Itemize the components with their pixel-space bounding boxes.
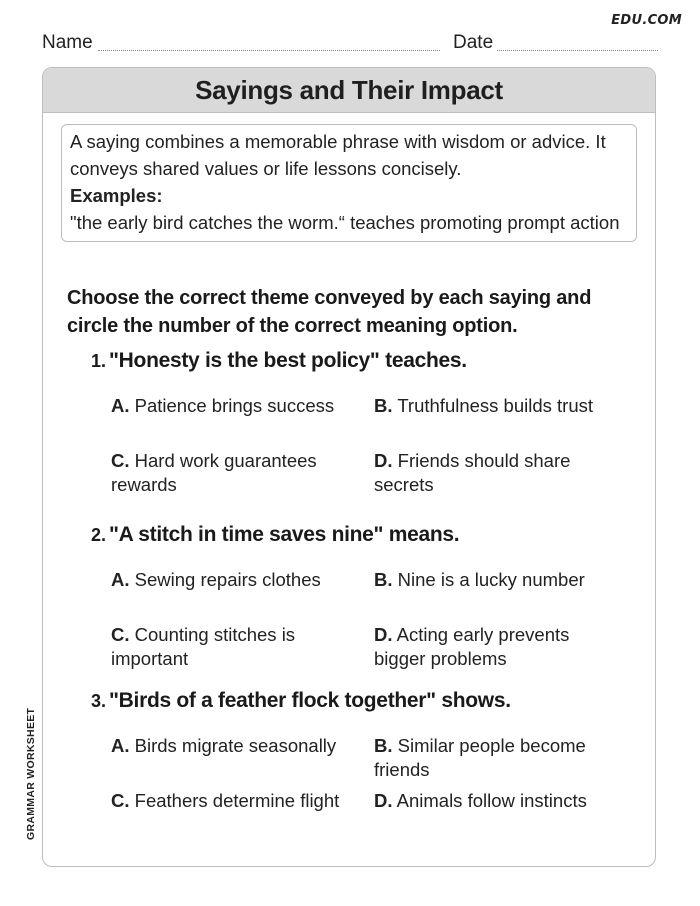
brand-logo: EDU.COM	[611, 13, 682, 28]
option-letter: A.	[111, 735, 130, 756]
examples-heading: Examples:	[70, 185, 163, 206]
date-label: Date	[453, 32, 494, 53]
option-b[interactable]	[374, 734, 614, 782]
option-letter: D.	[374, 450, 393, 471]
option-letter: D.	[374, 624, 393, 645]
question-number: 1.	[91, 351, 107, 371]
option-text: Sewing repairs clothes	[134, 569, 321, 590]
option-letter: A.	[111, 569, 130, 590]
question-text: "Honesty is the best policy" teaches.	[109, 349, 467, 372]
option-d[interactable]	[374, 449, 614, 497]
name-label: Name	[42, 32, 93, 53]
option-letter: B.	[374, 735, 393, 756]
option-letter: C.	[111, 450, 130, 471]
option-text: Nine is a lucky number	[397, 569, 585, 590]
question-number: 2.	[91, 525, 107, 545]
question-text: "Birds of a feather flock together" shows.	[109, 689, 511, 712]
worksheet-title: Sayings and Their Impact	[195, 74, 503, 105]
question-text: "A stitch in time saves nine" means.	[109, 523, 460, 546]
option-a[interactable]	[111, 394, 351, 418]
question-3	[91, 689, 631, 811]
worksheet-card	[42, 67, 656, 867]
title-bar	[43, 68, 655, 113]
option-letter: B.	[374, 569, 393, 590]
option-letter: D.	[374, 790, 393, 811]
option-text: Truthfulness builds trust	[397, 395, 594, 416]
intro-definition: A saying combines a memorable phrase with wisdom or advice. It conveys shared values or life lessons concisely.	[70, 131, 606, 179]
option-text: Patience brings success	[134, 395, 335, 416]
option-letter: A.	[111, 395, 130, 416]
intro-box	[61, 124, 637, 242]
name-line	[98, 50, 440, 51]
question-1-prompt	[91, 349, 631, 373]
option-c[interactable]	[111, 623, 351, 671]
option-c[interactable]	[111, 449, 351, 497]
instruction-text: Choose the correct theme conveyed by each saying and circle the number of the correct meaning option.	[67, 287, 592, 337]
option-b[interactable]	[374, 568, 614, 592]
option-text: Feathers determine flight	[134, 790, 340, 811]
option-d[interactable]	[374, 789, 614, 813]
option-a[interactable]	[111, 568, 351, 592]
option-text: Hard work guarantees rewards	[111, 450, 317, 495]
question-3-prompt	[91, 689, 631, 713]
option-text: Animals follow instincts	[396, 790, 587, 811]
option-b[interactable]	[374, 394, 614, 418]
option-text: Counting stitches is important	[111, 624, 296, 669]
question-number: 3.	[91, 691, 107, 711]
option-text: Birds migrate seasonally	[134, 735, 337, 756]
option-letter: C.	[111, 790, 130, 811]
option-c[interactable]	[111, 789, 351, 813]
option-a[interactable]	[111, 734, 351, 758]
question-1	[91, 349, 631, 495]
option-d[interactable]	[374, 623, 614, 671]
side-label: GRAMMAR WORKSHEET	[25, 707, 37, 840]
question-2	[91, 523, 631, 669]
option-text: Acting early prevents bigger problems	[374, 624, 570, 669]
date-line	[497, 50, 658, 51]
option-text: Similar people become friends	[374, 735, 586, 780]
question-2-prompt	[91, 523, 631, 547]
option-letter: B.	[374, 395, 393, 416]
option-letter: C.	[111, 624, 130, 645]
name-date-row	[42, 30, 658, 54]
intro-example: "the early bird catches the worm.“ teaches promoting prompt action	[70, 212, 620, 233]
option-text: Friends should share secrets	[374, 450, 571, 495]
